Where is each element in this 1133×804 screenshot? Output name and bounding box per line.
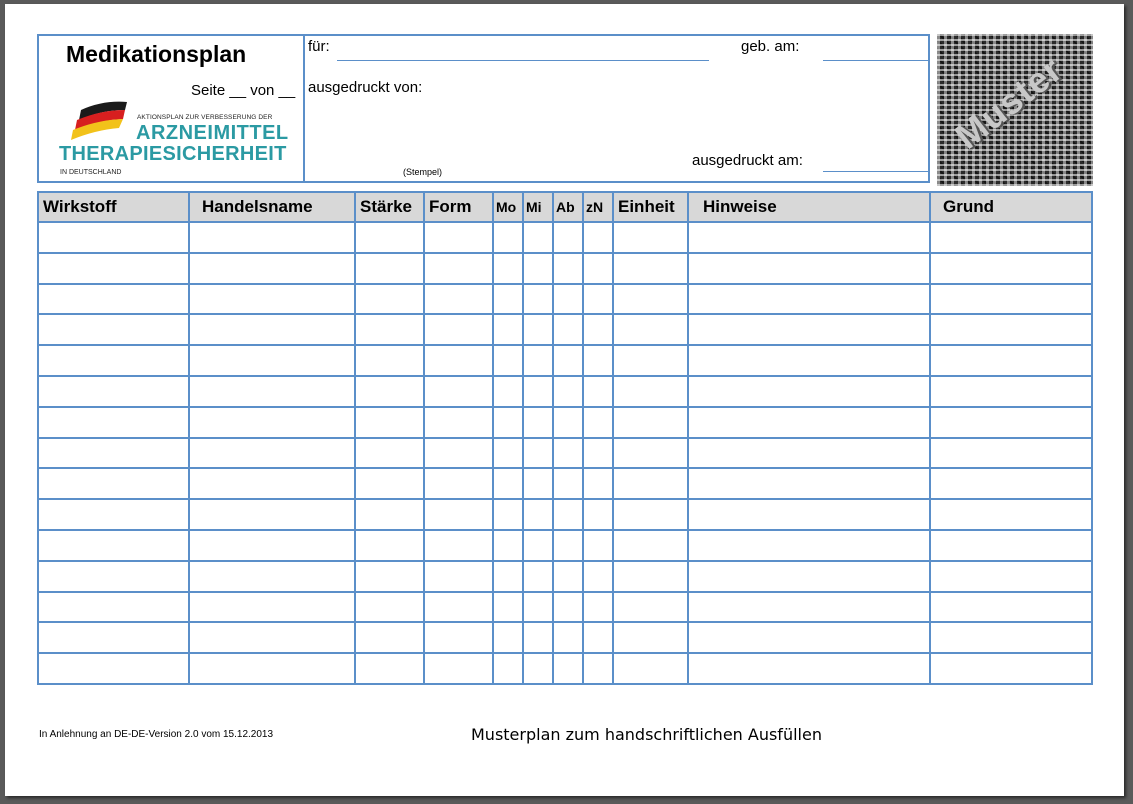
- table-cell[interactable]: [583, 376, 613, 407]
- table-cell[interactable]: [355, 407, 424, 438]
- table-cell[interactable]: [355, 592, 424, 623]
- table-cell[interactable]: [424, 407, 493, 438]
- table-cell[interactable]: [38, 622, 189, 653]
- table-cell[interactable]: [553, 530, 583, 561]
- table-cell[interactable]: [424, 376, 493, 407]
- table-cell[interactable]: [613, 284, 688, 315]
- table-cell[interactable]: [688, 284, 930, 315]
- table-cell[interactable]: [424, 438, 493, 469]
- table-cell[interactable]: [613, 438, 688, 469]
- table-cell[interactable]: [424, 622, 493, 653]
- table-cell[interactable]: [38, 499, 189, 530]
- col-mo: Mo: [493, 192, 523, 222]
- table-cell[interactable]: [38, 530, 189, 561]
- table-cell[interactable]: [930, 561, 1092, 592]
- table-cell[interactable]: [930, 438, 1092, 469]
- table-cell[interactable]: [613, 622, 688, 653]
- table-cell[interactable]: [930, 376, 1092, 407]
- col-staerke: Stärke: [355, 192, 424, 222]
- table-cell[interactable]: [38, 345, 189, 376]
- ausgedruckt-am-field[interactable]: [823, 171, 929, 172]
- header-left-panel: [39, 36, 305, 181]
- table-cell[interactable]: [493, 530, 523, 561]
- table-cell[interactable]: [613, 592, 688, 623]
- header-box: [37, 34, 930, 183]
- table-row: [38, 222, 1092, 253]
- table-cell[interactable]: [424, 222, 493, 253]
- table-cell[interactable]: [930, 653, 1092, 684]
- table-cell[interactable]: [523, 622, 553, 653]
- table-cell[interactable]: [688, 376, 930, 407]
- table-cell[interactable]: [189, 499, 355, 530]
- table-cell[interactable]: [688, 622, 930, 653]
- table-cell[interactable]: [688, 438, 930, 469]
- table-cell[interactable]: [553, 253, 583, 284]
- table-cell[interactable]: [583, 284, 613, 315]
- table-row: [38, 284, 1092, 315]
- col-wirkstoff: Wirkstoff: [38, 192, 189, 222]
- table-cell[interactable]: [930, 468, 1092, 499]
- table-cell[interactable]: [424, 468, 493, 499]
- table-cell[interactable]: [189, 222, 355, 253]
- table-cell[interactable]: [688, 345, 930, 376]
- document-page: [5, 4, 1124, 796]
- table-header-row: [38, 192, 1092, 222]
- table-cell[interactable]: [583, 468, 613, 499]
- table-cell[interactable]: [189, 561, 355, 592]
- table-row: [38, 376, 1092, 407]
- table-cell[interactable]: [688, 407, 930, 438]
- page-number-label: Seite __ von __: [191, 82, 296, 99]
- table-cell[interactable]: [38, 653, 189, 684]
- table-cell[interactable]: [355, 530, 424, 561]
- table-cell[interactable]: [355, 622, 424, 653]
- table-cell[interactable]: [523, 314, 553, 345]
- col-zn: zN: [583, 192, 613, 222]
- table-cell[interactable]: [688, 592, 930, 623]
- table-cell[interactable]: [189, 530, 355, 561]
- table-cell[interactable]: [583, 407, 613, 438]
- table-cell[interactable]: [688, 253, 930, 284]
- ausgedruckt-von-label: ausgedruckt von:: [308, 79, 423, 96]
- stempel-label: (Stempel): [403, 167, 443, 177]
- col-einheit: Einheit: [613, 192, 688, 222]
- table-cell[interactable]: [930, 499, 1092, 530]
- table-cell[interactable]: [613, 345, 688, 376]
- medication-table: [37, 191, 1093, 685]
- table-cell[interactable]: [493, 438, 523, 469]
- col-ab: Ab: [553, 192, 583, 222]
- footer-caption: Musterplan zum handschriftlichen Ausfüllen: [471, 725, 822, 744]
- table-body: [38, 222, 1092, 684]
- table-cell[interactable]: [355, 253, 424, 284]
- table-cell[interactable]: [688, 314, 930, 345]
- table-cell[interactable]: [613, 222, 688, 253]
- table-cell[interactable]: [930, 592, 1092, 623]
- table-cell[interactable]: [355, 468, 424, 499]
- table-cell[interactable]: [930, 253, 1092, 284]
- table-cell[interactable]: [553, 345, 583, 376]
- table-row: [38, 592, 1092, 623]
- table-row: [38, 653, 1092, 684]
- table-cell[interactable]: [189, 407, 355, 438]
- table-cell[interactable]: [38, 284, 189, 315]
- table-row: [38, 561, 1092, 592]
- col-handelsname: Handelsname: [189, 192, 355, 222]
- table-cell[interactable]: [38, 438, 189, 469]
- table-cell[interactable]: [493, 345, 523, 376]
- table-cell[interactable]: [38, 561, 189, 592]
- table-cell[interactable]: [688, 653, 930, 684]
- table-cell[interactable]: [424, 314, 493, 345]
- table-cell[interactable]: [553, 561, 583, 592]
- table-cell[interactable]: [523, 222, 553, 253]
- table-cell[interactable]: [613, 530, 688, 561]
- ausgedruckt-am-label: ausgedruckt am:: [692, 152, 803, 169]
- table-cell[interactable]: [355, 653, 424, 684]
- table-row: [38, 345, 1092, 376]
- table-cell[interactable]: [493, 407, 523, 438]
- table-cell[interactable]: [523, 468, 553, 499]
- table-cell[interactable]: [930, 407, 1092, 438]
- qr-code: [937, 34, 1093, 186]
- table-cell[interactable]: [553, 438, 583, 469]
- table-cell[interactable]: [553, 653, 583, 684]
- table-cell[interactable]: [553, 376, 583, 407]
- table-cell[interactable]: [424, 592, 493, 623]
- table-cell[interactable]: [493, 376, 523, 407]
- table-cell[interactable]: [189, 284, 355, 315]
- table-cell[interactable]: [523, 653, 553, 684]
- table-cell[interactable]: [688, 222, 930, 253]
- german-flag-icon: [67, 98, 131, 142]
- table-cell[interactable]: [189, 376, 355, 407]
- table-cell[interactable]: [493, 499, 523, 530]
- amts-logo: [59, 98, 299, 178]
- table-cell[interactable]: [583, 653, 613, 684]
- table-cell[interactable]: [583, 622, 613, 653]
- table-cell[interactable]: [930, 530, 1092, 561]
- table-cell[interactable]: [38, 253, 189, 284]
- table-row: [38, 468, 1092, 499]
- table-cell[interactable]: [189, 622, 355, 653]
- table-row: [38, 438, 1092, 469]
- table-row: [38, 622, 1092, 653]
- geb-label: geb. am:: [741, 38, 800, 55]
- table-cell[interactable]: [553, 499, 583, 530]
- logo-therapiesicherheit: THERAPIESICHERHEIT: [59, 143, 287, 165]
- col-grund: Grund: [930, 192, 1092, 222]
- table-cell[interactable]: [613, 253, 688, 284]
- table-cell[interactable]: [355, 438, 424, 469]
- table-cell[interactable]: [523, 345, 553, 376]
- logo-tagline: AKTIONSPLAN ZUR VERBESSERUNG DER: [137, 114, 273, 121]
- table-cell[interactable]: [355, 561, 424, 592]
- table-cell[interactable]: [523, 592, 553, 623]
- table-cell[interactable]: [424, 499, 493, 530]
- table-cell[interactable]: [523, 253, 553, 284]
- table-cell[interactable]: [493, 622, 523, 653]
- table-cell[interactable]: [493, 253, 523, 284]
- table-cell[interactable]: [189, 314, 355, 345]
- table-cell[interactable]: [553, 468, 583, 499]
- col-mi: Mi: [523, 192, 553, 222]
- table-cell[interactable]: [493, 653, 523, 684]
- table-cell[interactable]: [189, 345, 355, 376]
- table-cell[interactable]: [523, 376, 553, 407]
- geb-field[interactable]: [823, 60, 929, 61]
- table-cell[interactable]: [688, 468, 930, 499]
- table-cell[interactable]: [553, 592, 583, 623]
- table-cell[interactable]: [583, 438, 613, 469]
- table-cell[interactable]: [38, 407, 189, 438]
- fuer-field[interactable]: [337, 60, 709, 61]
- table-cell[interactable]: [613, 561, 688, 592]
- table-cell[interactable]: [583, 561, 613, 592]
- table-cell[interactable]: [424, 253, 493, 284]
- table-cell[interactable]: [355, 284, 424, 315]
- table-cell[interactable]: [553, 407, 583, 438]
- table-cell[interactable]: [583, 314, 613, 345]
- table-cell[interactable]: [355, 345, 424, 376]
- table-cell[interactable]: [424, 653, 493, 684]
- table-cell[interactable]: [38, 468, 189, 499]
- table-cell[interactable]: [688, 561, 930, 592]
- table-cell[interactable]: [189, 592, 355, 623]
- table-cell[interactable]: [930, 314, 1092, 345]
- col-form: Form: [424, 192, 493, 222]
- table-cell[interactable]: [523, 561, 553, 592]
- table-cell[interactable]: [523, 499, 553, 530]
- table-cell[interactable]: [583, 499, 613, 530]
- table-cell[interactable]: [930, 622, 1092, 653]
- table-cell[interactable]: [493, 284, 523, 315]
- table-cell[interactable]: [930, 222, 1092, 253]
- table-cell[interactable]: [38, 314, 189, 345]
- table-cell[interactable]: [493, 222, 523, 253]
- table-cell[interactable]: [553, 622, 583, 653]
- table-cell[interactable]: [189, 468, 355, 499]
- table-cell[interactable]: [523, 284, 553, 315]
- table-cell[interactable]: [613, 653, 688, 684]
- table-cell[interactable]: [493, 592, 523, 623]
- table-cell[interactable]: [613, 468, 688, 499]
- table-cell[interactable]: [613, 407, 688, 438]
- footer-version-note: In Anlehnung an DE-DE-Version 2.0 vom 15.12.2013: [39, 729, 274, 740]
- table-cell[interactable]: [38, 592, 189, 623]
- col-hinweise: Hinweise: [688, 192, 930, 222]
- table-cell[interactable]: [583, 530, 613, 561]
- logo-arzneimittel: ARZNEIMITTEL: [136, 122, 289, 144]
- table-cell[interactable]: [583, 222, 613, 253]
- table-row: [38, 530, 1092, 561]
- table-cell[interactable]: [424, 561, 493, 592]
- table-cell[interactable]: [493, 314, 523, 345]
- table-cell[interactable]: [583, 345, 613, 376]
- table-cell[interactable]: [523, 530, 553, 561]
- table-cell[interactable]: [930, 345, 1092, 376]
- table-cell[interactable]: [930, 284, 1092, 315]
- table-cell[interactable]: [38, 222, 189, 253]
- table-cell[interactable]: [355, 222, 424, 253]
- table-cell[interactable]: [613, 376, 688, 407]
- table-cell[interactable]: [355, 376, 424, 407]
- table-row: [38, 499, 1092, 530]
- table-cell[interactable]: [553, 284, 583, 315]
- table-cell[interactable]: [189, 253, 355, 284]
- page-title: Medikationsplan: [66, 41, 247, 67]
- table-cell[interactable]: [189, 653, 355, 684]
- table-cell[interactable]: [424, 530, 493, 561]
- muster-watermark: Muster: [947, 48, 1071, 157]
- table-row: [38, 253, 1092, 284]
- logo-country: IN DEUTSCHLAND: [60, 169, 122, 176]
- table-row: [38, 407, 1092, 438]
- table-cell[interactable]: [355, 499, 424, 530]
- fuer-label: für:: [308, 38, 330, 55]
- table-cell[interactable]: [493, 468, 523, 499]
- table-cell[interactable]: [523, 407, 553, 438]
- table-cell[interactable]: [493, 561, 523, 592]
- table-cell[interactable]: [583, 592, 613, 623]
- table-cell[interactable]: [553, 314, 583, 345]
- table-cell[interactable]: [583, 253, 613, 284]
- table-cell[interactable]: [613, 499, 688, 530]
- table-cell[interactable]: [38, 376, 189, 407]
- table-cell[interactable]: [424, 345, 493, 376]
- table-cell[interactable]: [553, 222, 583, 253]
- table-cell[interactable]: [688, 499, 930, 530]
- table-cell[interactable]: [688, 530, 930, 561]
- table-cell[interactable]: [355, 314, 424, 345]
- table-cell[interactable]: [613, 314, 688, 345]
- table-cell[interactable]: [189, 438, 355, 469]
- table-cell[interactable]: [523, 438, 553, 469]
- table-row: [38, 314, 1092, 345]
- table-cell[interactable]: [424, 284, 493, 315]
